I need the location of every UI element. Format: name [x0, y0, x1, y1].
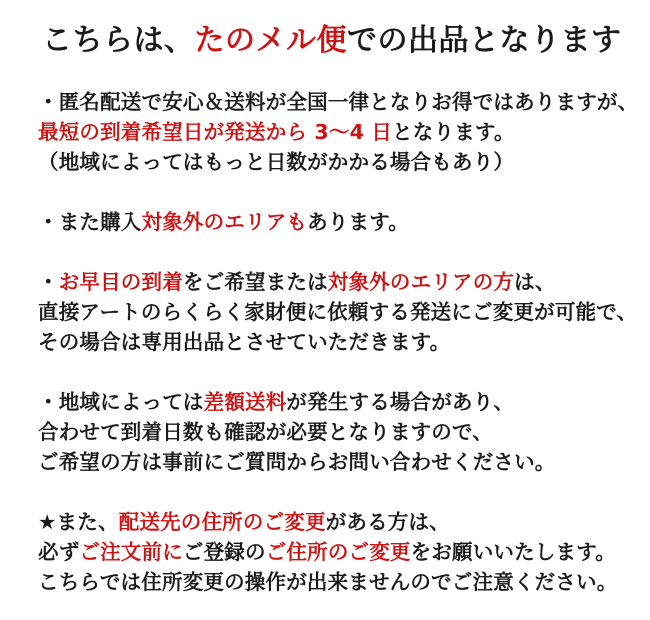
paragraph — [38, 387, 624, 477]
text-segment: がある方は、 — [325, 510, 450, 534]
text-segment: ・地域によっては — [38, 390, 204, 414]
text-segment: ご住所のご変更 — [265, 540, 411, 564]
text-line — [38, 207, 624, 237]
paragraph — [38, 207, 624, 237]
text-line — [38, 267, 624, 297]
text-segment: こちらは、 — [42, 23, 195, 58]
text-line — [38, 297, 638, 327]
text-segment: ご希望の方は事前にご質問からお問い合わせください。 — [38, 450, 556, 474]
text-segment: あります。 — [307, 210, 409, 234]
text-line — [38, 87, 639, 117]
text-segment: 差額送料 — [203, 390, 287, 414]
text-segment: 最短の到着希望日が発送から 3～4 日 — [38, 120, 393, 144]
text-segment: たのメル便 — [194, 23, 347, 58]
text-line — [38, 537, 624, 567]
text-segment: 配送先の住所のご変更 — [118, 510, 326, 534]
text-segment: お早目の到着 — [58, 270, 183, 294]
text-segment: その場合は専用出品とさせていただきます。 — [38, 330, 451, 354]
text-segment: 対象外のエリアも — [141, 210, 308, 234]
text-segment: こちらでは住所変更の操作が出来ませんのでご注意ください。 — [38, 570, 618, 594]
text-segment: ・ — [38, 270, 59, 294]
text-segment: 合わせて到着日数も確認が必要となりますので、 — [38, 420, 493, 444]
text-segment: をご希望または — [182, 270, 328, 294]
paragraph — [38, 267, 638, 357]
page-title — [42, 22, 624, 60]
text-line — [38, 417, 624, 447]
text-segment: をお願いいたします。 — [410, 540, 616, 564]
text-segment: ご登録の — [182, 540, 266, 564]
text-line — [38, 447, 624, 477]
text-line — [38, 387, 624, 417]
notice-body — [38, 87, 639, 597]
text-line — [38, 327, 624, 357]
text-segment: ・匿名配送で安心＆送料が全国一律となりお得ではありますが、 — [38, 90, 639, 114]
text-segment: での出品となります — [347, 23, 622, 58]
text-segment: 直接アートのらくらく家財便に依頼する発送にご変更が可能で、 — [38, 300, 638, 324]
text-segment: ・また購入 — [38, 210, 142, 234]
text-segment: は、 — [514, 270, 556, 294]
text-line — [38, 117, 624, 147]
text-segment: ご注文前に — [79, 540, 183, 564]
text-line — [38, 507, 624, 537]
text-line — [38, 147, 624, 177]
paragraph — [38, 507, 624, 597]
text-segment: が発生する場合があり、 — [286, 390, 515, 414]
text-segment: となります。 — [392, 120, 515, 144]
text-segment: （地域によってはもっと日数がかかる場合もあり） — [38, 150, 515, 174]
text-line — [38, 567, 624, 597]
text-segment: ★また、 — [38, 510, 119, 534]
text-segment: 対象外のエリアの方 — [327, 270, 515, 294]
paragraph — [38, 87, 639, 177]
text-segment: 必ず — [38, 540, 80, 564]
